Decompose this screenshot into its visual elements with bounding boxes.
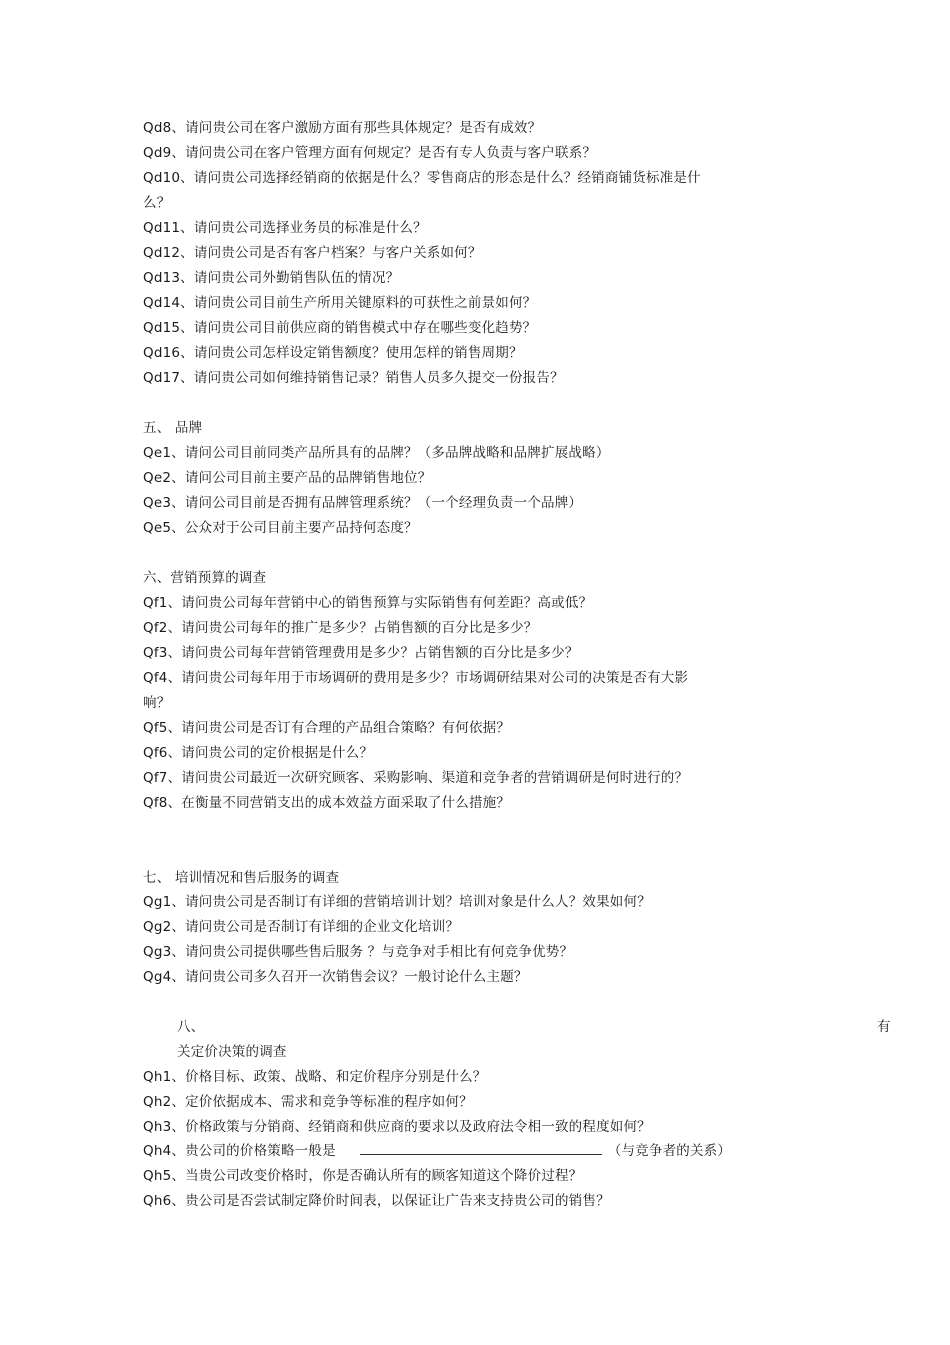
- question-text: 请问贵公司目前供应商的销售模式中存在哪些变化趋势？: [193, 320, 537, 336]
- question-text: 贵公司的价格策略一般是: [185, 1143, 336, 1159]
- question-qh2: [143, 1093, 473, 1111]
- question-code: Qf2、: [143, 620, 182, 636]
- question-code: Qh5、: [143, 1168, 186, 1184]
- question-text: 在衡量不同营销支出的成本效益方面采取了什么措施？: [181, 795, 511, 811]
- question-text: 请问贵公司最近一次研究顾客、采购影响、渠道和竞争者的营销调研是何时进行的？: [181, 770, 689, 786]
- question-qf6: [143, 744, 373, 762]
- question-qf8: [143, 794, 510, 812]
- question-text: 请问贵公司提供哪些售后服务 ？与竞争对手相比有何竞争优势？: [185, 944, 574, 960]
- question-text: 价格政策与分销商、经销商和供应商的要求以及政府法令相一致的程度如何？: [185, 1119, 651, 1135]
- question-qd10-continuation: 么？: [143, 195, 171, 211]
- question-qf7: [143, 769, 688, 787]
- section-title-training: 七、 培训情况和售后服务的调查: [143, 870, 340, 886]
- question-code: Qf5、: [143, 720, 182, 736]
- question-qf4: [143, 669, 688, 687]
- question-qg2: [143, 918, 459, 936]
- question-text: 价格目标、政策、战略、和定价程序分别是什么？: [185, 1069, 487, 1085]
- question-qh1: [143, 1068, 486, 1086]
- question-qd13: [143, 269, 399, 287]
- question-text: 请问贵公司多久召开一次销售会议？一般讨论什么主题？: [185, 969, 528, 985]
- question-text: 请问贵公司是否制订有详细的企业文化培训？: [185, 919, 460, 935]
- question-qg4: [143, 968, 528, 986]
- question-qf1: [143, 594, 592, 612]
- question-code: Qh1、: [143, 1069, 186, 1085]
- question-text: 请问贵公司是否制订有详细的营销培训计划？培训对象是什么人？效果如何？: [185, 894, 651, 910]
- question-code: Qg4、: [143, 969, 186, 985]
- question-qe2: [143, 469, 431, 487]
- question-code: Qe2、: [143, 470, 185, 486]
- section-title-pricing-left: 八、: [177, 1019, 205, 1035]
- question-qf2: [143, 619, 537, 637]
- question-qh6: [143, 1192, 610, 1210]
- question-code: Qd16、: [143, 345, 194, 361]
- question-code: Qf1、: [143, 595, 182, 611]
- question-code: Qe5、: [143, 520, 185, 536]
- question-code: Qf4、: [143, 670, 182, 686]
- question-text: 请问贵公司在客户管理方面有何规定？是否有专人负责与客户联系？: [185, 145, 597, 161]
- question-text: 请问贵公司怎样设定销售额度？使用怎样的销售周期？: [193, 345, 523, 361]
- question-qd17: [143, 369, 564, 387]
- question-code: Qf7、: [143, 770, 182, 786]
- section-title-brand: 五、 品牌: [143, 420, 203, 436]
- question-code: Qd17、: [143, 370, 194, 386]
- section-title-budget: 六、营销预算的调查: [143, 570, 267, 586]
- question-code: Qf6、: [143, 745, 182, 761]
- question-qg3: [143, 943, 573, 961]
- question-qe5: [143, 519, 418, 537]
- question-text: 请问贵公司每年营销管理费用是多少？占销售额的百分比是多少？: [181, 645, 579, 661]
- question-text: 贵公司是否尝试制定降价时间表，以保证让广告来支持贵公司的销售？: [185, 1193, 610, 1209]
- question-qh5: [143, 1167, 582, 1185]
- question-qe3: [143, 494, 582, 512]
- question-text: 请问贵公司外勤销售队伍的情况？: [193, 270, 400, 286]
- question-qf4-continuation: 响？: [143, 695, 171, 711]
- question-text: 请问贵公司在客户激励方面有那些具体规定？是否有成效？: [185, 120, 542, 136]
- question-code: Qh4、: [143, 1143, 186, 1159]
- question-text: 请问贵公司选择经销商的依据是什么？零售商店的形态是什么？经销商铺货标准是什: [193, 170, 701, 186]
- section-title-pricing-right: 有: [877, 1019, 891, 1035]
- question-code: Qd10、: [143, 170, 194, 186]
- question-qe1: [143, 444, 610, 462]
- question-code: Qd11、: [143, 220, 194, 236]
- question-text: 请问贵公司是否有客户档案？与客户关系如何？: [193, 245, 482, 261]
- question-qd8: [143, 119, 541, 137]
- question-qd9: [143, 144, 596, 162]
- question-code: Qh6、: [143, 1193, 186, 1209]
- question-code: Qd15、: [143, 320, 194, 336]
- question-code: Qf3、: [143, 645, 182, 661]
- question-qd15: [143, 319, 536, 337]
- question-text: 定价依据成本、需求和竞争等标准的程序如何？: [185, 1094, 473, 1110]
- question-code: Qh3、: [143, 1119, 186, 1135]
- question-text: 公众对于公司目前主要产品持何态度？: [184, 520, 418, 536]
- question-text: 请问公司目前同类产品所具有的品牌？（多品牌战略和品牌扩展战略）: [184, 445, 610, 461]
- question-text: 请问公司目前主要产品的品牌销售地位？: [184, 470, 432, 486]
- section-title-pricing-cont: 关定价决策的调查: [177, 1044, 287, 1060]
- question-qd14: [143, 294, 536, 312]
- question-qd12: [143, 244, 482, 262]
- question-text: 请问贵公司如何维持销售记录？销售人员多久提交一份报告？: [193, 370, 564, 386]
- question-code: Qf8、: [143, 795, 182, 811]
- question-text: 请问贵公司目前生产所用关键原料的可获性之前景如何？: [193, 295, 537, 311]
- question-text: 请问贵公司每年用于市场调研的费用是多少？市场调研结果对公司的决策是否有大影: [181, 670, 689, 686]
- question-qd10: [143, 169, 701, 187]
- question-suffix: （与竞争者的关系）: [607, 1143, 732, 1159]
- question-code: Qg1、: [143, 894, 186, 910]
- question-text: 请问贵公司选择业务员的标准是什么？: [193, 220, 427, 236]
- question-text: 请问贵公司是否订有合理的产品组合策略？有何依据？: [181, 720, 511, 736]
- question-qh3: [143, 1118, 651, 1136]
- question-code: Qd12、: [143, 245, 194, 261]
- question-qd11: [143, 219, 427, 237]
- question-code: Qe3、: [143, 495, 185, 511]
- question-qh4: [143, 1142, 731, 1160]
- question-code: Qd9、: [143, 145, 186, 161]
- question-code: Qg3、: [143, 944, 186, 960]
- question-text: 请问贵公司每年营销中心的销售预算与实际销售有何差距？高或低？: [181, 595, 593, 611]
- question-code: Qd8、: [143, 120, 186, 136]
- question-text: 请问贵公司每年的推广是多少？占销售额的百分比是多少？: [181, 620, 538, 636]
- question-qg1: [143, 893, 651, 911]
- question-qf3: [143, 644, 579, 662]
- question-code: Qh2、: [143, 1094, 186, 1110]
- question-code: Qd14、: [143, 295, 194, 311]
- question-qd16: [143, 344, 523, 362]
- question-code: Qd13、: [143, 270, 194, 286]
- question-code: Qg2、: [143, 919, 186, 935]
- question-text: 当贵公司改变价格时，你是否确认所有的顾客知道这个降价过程？: [185, 1168, 583, 1184]
- question-qf5: [143, 719, 510, 737]
- fill-in-blank: [360, 1142, 602, 1155]
- question-text: 请问贵公司的定价根据是什么？: [181, 745, 374, 761]
- question-text: 请问公司目前是否拥有品牌管理系统？（一个经理负责一个品牌）: [184, 495, 583, 511]
- question-code: Qe1、: [143, 445, 185, 461]
